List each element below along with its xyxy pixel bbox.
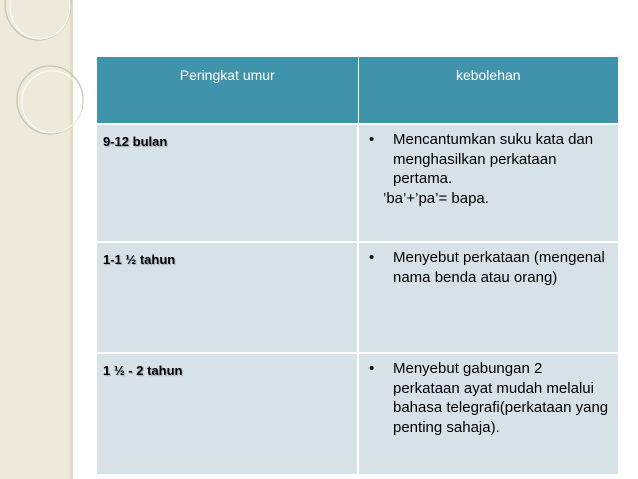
age-cell: 1-1 ½ tahun (97, 242, 358, 353)
bullet-icon: • (369, 131, 375, 148)
example-text: ’ba’+’pa’= bapa. (383, 189, 489, 207)
development-table (97, 57, 618, 474)
header-age-stage: Peringkat umur (97, 57, 358, 124)
table-row (97, 124, 618, 242)
ability-text: Menyebut perkataan (mengenal nama benda atau orang) (393, 249, 605, 286)
ability-cell (358, 353, 618, 474)
age-cell: 9-12 bulan (97, 124, 358, 242)
bullet-icon: • (369, 360, 375, 377)
ability-cell (358, 124, 618, 242)
header-ability: kebolehan (358, 57, 618, 124)
age-cell: 1 ½ - 2 tahun (97, 353, 358, 474)
table-row (97, 242, 618, 353)
ability-text: Mencantumkan suku kata dan menghasilkan perkataan pertama. (393, 131, 594, 187)
ability-cell (358, 242, 618, 353)
bullet-icon: • (369, 249, 375, 266)
table-row (97, 353, 618, 474)
table-header-row (97, 57, 618, 124)
ability-text: Menyebut gabungan 2 perkataan ayat mudah melalui bahasa telegrafi(perkataan yang penting sahaja). (393, 360, 609, 436)
